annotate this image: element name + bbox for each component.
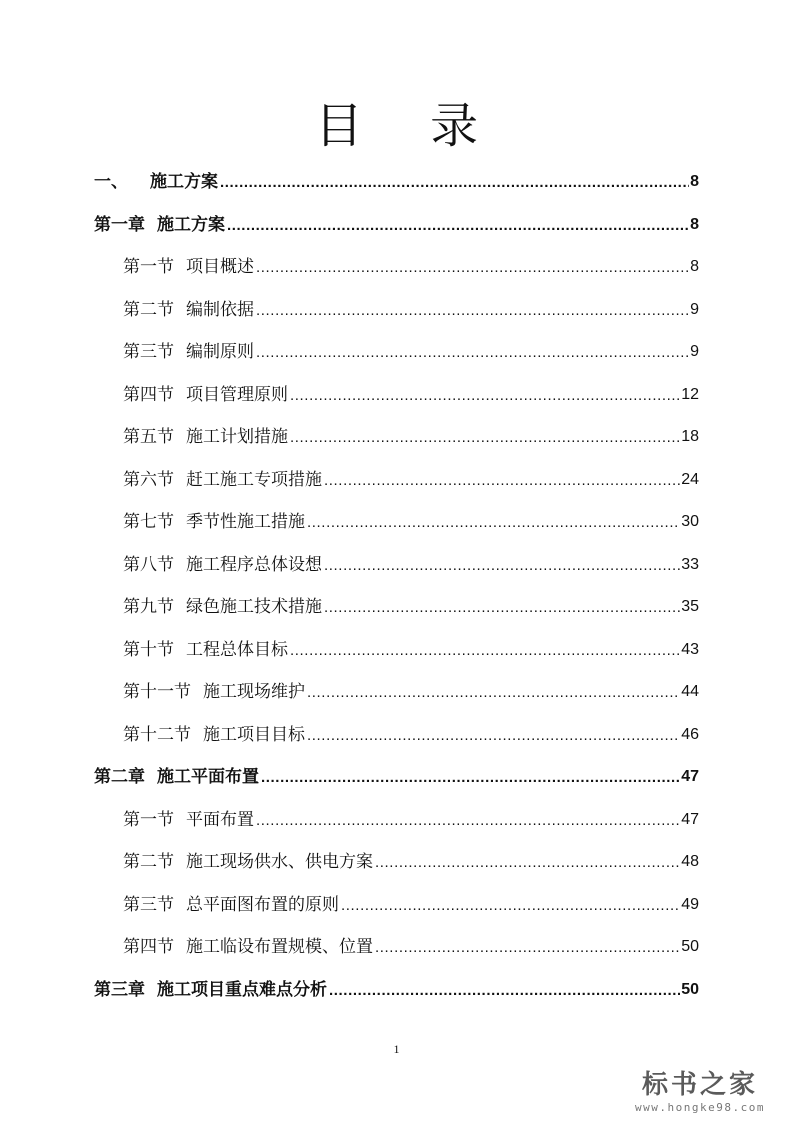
toc-entry-label — [123, 512, 305, 532]
toc-entry-number: 第三节 — [123, 894, 174, 915]
toc-entry-title: 施工现场维护 — [203, 682, 305, 702]
toc-entry-number: 第六节 — [123, 469, 174, 490]
toc-entry-number: 第一章 — [94, 214, 145, 235]
toc-entry-label — [94, 767, 259, 787]
toc-entry-title: 赶工施工专项措施 — [186, 469, 322, 490]
toc-chapter-entry[interactable] — [94, 757, 699, 797]
toc-entry-page: 24 — [681, 470, 699, 488]
toc-entry-label — [123, 895, 339, 915]
toc-entry-label — [123, 342, 254, 362]
toc-dot-leader — [256, 343, 689, 363]
toc-entry-number: 第二节 — [123, 852, 174, 872]
toc-entry-title: 项目概述 — [186, 257, 254, 277]
toc-entry-title: 施工现场供水、供电方案 — [186, 852, 373, 872]
toc-entry-label — [123, 300, 254, 320]
toc-section-entry[interactable] — [123, 927, 699, 967]
toc-section-entry[interactable] — [123, 460, 699, 500]
toc-entry-title: 施工项目重点难点分析 — [157, 979, 327, 1000]
toc-entry-number: 第十节 — [123, 639, 174, 660]
toc-entry-label — [123, 682, 305, 702]
toc-entry-label — [123, 555, 322, 575]
toc-entry-label — [123, 257, 254, 277]
toc-dot-leader — [341, 896, 680, 916]
toc-entry-label — [123, 810, 254, 830]
toc-section-entry[interactable] — [123, 290, 699, 330]
toc-entry-page: 50 — [681, 980, 699, 998]
toc-section-entry[interactable] — [123, 502, 699, 542]
toc-entry-title: 总平面图布置的原则 — [186, 894, 339, 915]
toc-entry-page: 8 — [690, 173, 699, 190]
toc-entry-number: 第四节 — [123, 384, 174, 405]
toc-entry-label — [94, 172, 218, 192]
toc-entry-label — [123, 640, 288, 660]
toc-entry-title: 编制原则 — [186, 342, 254, 362]
toc-entry-number: 第八节 — [123, 554, 174, 575]
toc-entry-label — [123, 470, 322, 490]
toc-entry-label — [94, 980, 327, 1000]
toc-section-entry[interactable] — [123, 375, 699, 415]
toc-dot-leader — [220, 173, 689, 193]
toc-section-entry[interactable] — [123, 630, 699, 670]
toc-dot-leader — [307, 683, 680, 703]
toc-entry-page: 47 — [681, 768, 699, 785]
toc-entry-page: 48 — [681, 853, 699, 870]
toc-entry-page: 43 — [681, 640, 699, 658]
watermark-url: www.hongke98.com — [635, 1101, 765, 1114]
toc-dot-leader — [324, 556, 680, 576]
toc-entry-page: 18 — [681, 428, 699, 445]
toc-dot-leader — [290, 641, 680, 661]
watermark-logo — [625, 1069, 775, 1114]
toc-title: 目 录 — [314, 98, 505, 154]
toc-section-entry[interactable] — [123, 800, 699, 840]
toc-entry-number: 第一节 — [123, 809, 174, 830]
toc-dot-leader — [290, 428, 680, 448]
toc-entry-page: 50 — [681, 938, 699, 955]
toc-entry-title: 绿色施工技术措施 — [186, 597, 322, 617]
toc-entry-number: 第十一节 — [123, 682, 191, 702]
toc-section-entry[interactable] — [123, 842, 699, 882]
toc-entry-number: 第十二节 — [123, 724, 191, 745]
toc-entry-label — [123, 852, 373, 872]
toc-dot-leader — [324, 598, 680, 618]
toc-entry-number: 第三节 — [123, 342, 174, 362]
toc-dot-leader — [256, 301, 689, 321]
toc-entry-number: 第一节 — [123, 257, 174, 277]
toc-chapter-entry[interactable] — [94, 970, 699, 1010]
toc-section-entry[interactable] — [123, 885, 699, 925]
table-of-contents — [0, 160, 793, 1010]
toc-entry-title: 施工平面布置 — [157, 767, 259, 787]
toc-dot-leader — [307, 513, 680, 533]
toc-dot-leader — [324, 471, 680, 491]
toc-entry-number: 第四节 — [123, 937, 174, 957]
toc-entry-page: 8 — [690, 215, 699, 233]
toc-entry-number: 第二章 — [94, 767, 145, 787]
toc-entry-title: 工程总体目标 — [186, 639, 288, 660]
toc-entry-page: 30 — [681, 513, 699, 530]
toc-entry-label — [123, 937, 373, 957]
watermark-name: 标书之家 — [641, 1070, 758, 1100]
toc-entry-page: 44 — [681, 683, 699, 700]
toc-section-entry[interactable] — [123, 332, 699, 372]
toc-entry-page: 9 — [690, 343, 699, 360]
toc-dot-leader — [256, 258, 689, 278]
toc-section-entry[interactable] — [123, 545, 699, 585]
toc-entry-title: 施工方案 — [157, 214, 225, 235]
toc-entry-page: 35 — [681, 598, 699, 615]
toc-section-entry[interactable] — [123, 247, 699, 287]
toc-entry-title: 施工临设布置规模、位置 — [186, 937, 373, 957]
toc-dot-leader — [375, 938, 680, 958]
toc-entry-page: 49 — [681, 895, 699, 913]
toc-entry-title: 施工计划措施 — [186, 427, 288, 447]
toc-dot-leader — [307, 726, 680, 746]
toc-chapter-entry[interactable] — [94, 205, 699, 245]
toc-entry-title: 施工方案 — [150, 172, 218, 192]
toc-dot-leader — [290, 386, 680, 406]
toc-entry-title: 编制依据 — [186, 299, 254, 320]
toc-entry-number: 第二节 — [123, 299, 174, 320]
toc-section-entry[interactable] — [123, 672, 699, 712]
toc-entry-page: 33 — [681, 555, 699, 573]
toc-section-entry[interactable] — [123, 715, 699, 755]
toc-entry-page: 9 — [690, 300, 699, 318]
toc-dot-leader — [375, 853, 680, 873]
toc-entry-number: 第三章 — [94, 979, 145, 1000]
toc-entry-label — [123, 427, 288, 447]
toc-section-entry[interactable] — [123, 587, 699, 627]
toc-entry-title: 施工项目目标 — [203, 724, 305, 745]
toc-chapter-entry[interactable] — [94, 162, 699, 202]
toc-dot-leader — [227, 216, 689, 236]
toc-dot-leader — [256, 811, 680, 831]
toc-dot-leader — [261, 768, 680, 788]
toc-entry-number: 一、 — [94, 172, 128, 192]
toc-entry-label — [123, 725, 305, 745]
toc-entry-title: 施工程序总体设想 — [186, 554, 322, 575]
toc-entry-page: 47 — [681, 810, 699, 828]
toc-entry-title: 季节性施工措施 — [186, 512, 305, 532]
toc-entry-title: 平面布置 — [186, 809, 254, 830]
toc-entry-label — [123, 385, 288, 405]
toc-entry-title: 项目管理原则 — [186, 384, 288, 405]
toc-dot-leader — [329, 981, 680, 1001]
toc-entry-page: 8 — [690, 258, 699, 275]
toc-section-entry[interactable] — [123, 417, 699, 457]
toc-entry-label — [94, 215, 225, 235]
toc-entry-number: 第五节 — [123, 427, 174, 447]
page-number: 1 — [393, 1042, 400, 1056]
toc-entry-page: 46 — [681, 725, 699, 743]
toc-entry-number: 第九节 — [123, 597, 174, 617]
toc-entry-label — [123, 597, 322, 617]
toc-entry-number: 第七节 — [123, 512, 174, 532]
toc-entry-page: 12 — [681, 385, 699, 403]
